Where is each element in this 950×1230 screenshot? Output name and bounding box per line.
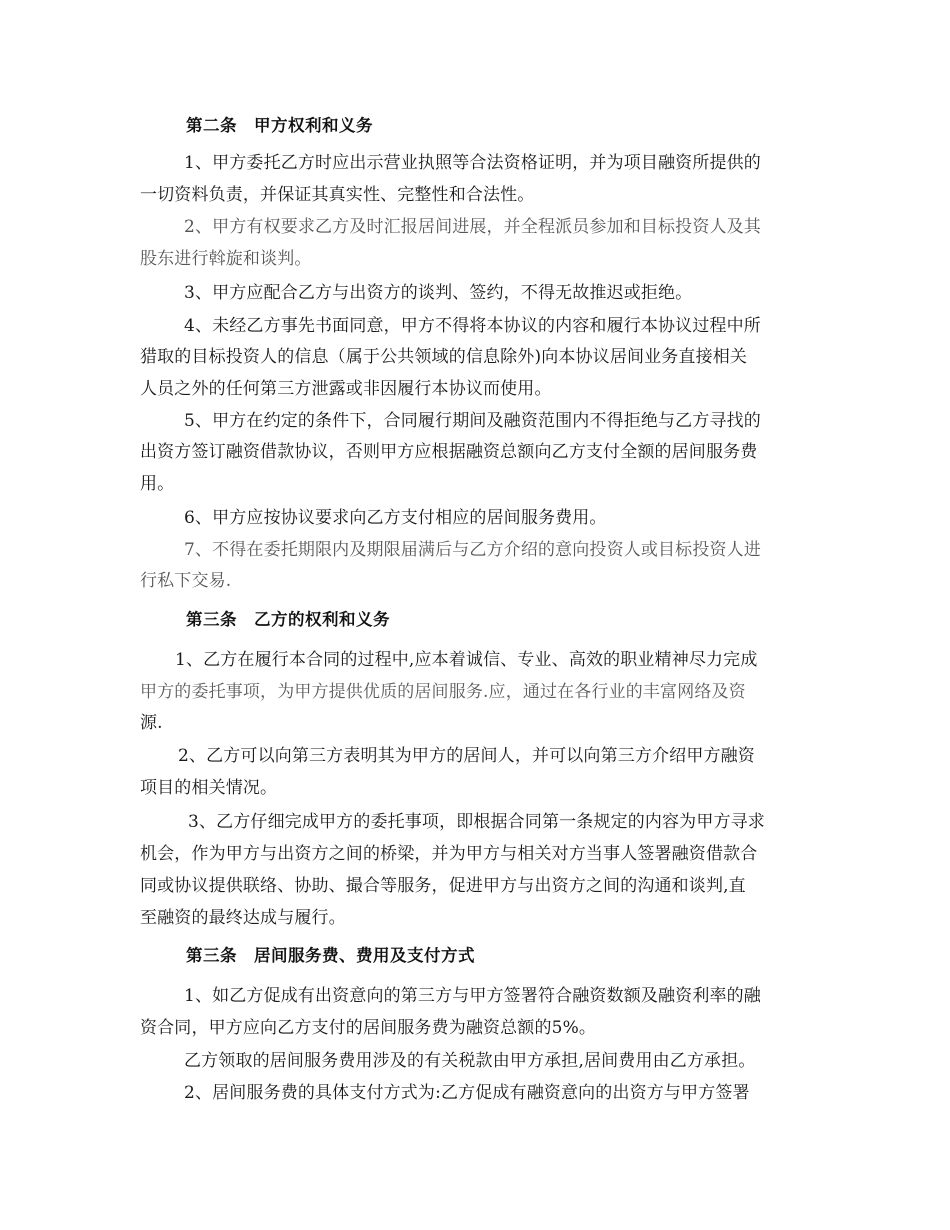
paragraph-line: 1、如乙方促成有出资意向的第三方与甲方签署符合融资数额及融资利率的融 [184, 986, 761, 1006]
paragraph-line: 出资方签订融资借款协议，否则甲方应根据融资总额向乙方支付全额的居间服务费 [140, 442, 758, 462]
paragraph-line: 1、乙方在履行本合同的过程中,应本着诚信、专业、高效的职业精神尽力完成 [175, 650, 758, 670]
paragraph-line: 3、乙方仔细完成甲方的委托事项，即根据合同第一条规定的内容为甲方寻求 [188, 812, 765, 832]
paragraph-line: 机会，作为甲方与出资方之间的桥梁，并为甲方与相关对方当事人签署融资借款合 [140, 844, 758, 864]
section-heading-3b: 第三条 居间服务费、费用及支付方式 [186, 946, 475, 965]
paragraph-line: 项目的相关情况。 [140, 778, 278, 798]
paragraph-line: 6、甲方应按协议要求向乙方支付相应的居间服务费用。 [184, 508, 607, 528]
paragraph-line: 用。 [140, 474, 175, 494]
paragraph-line: 2、乙方可以向第三方表明其为甲方的居间人，并可以向第三方介绍甲方融资 [178, 746, 755, 766]
paragraph-line: 5、甲方在约定的条件下，合同履行期间及融资范围内不得拒绝与乙方寻找的 [184, 411, 761, 431]
paragraph-line: 一切资料负责，并保证其真实性、完整性和合法性。 [140, 185, 535, 205]
paragraph-line: 猎取的目标投资人的信息（属于公共领域的信息除外)向本协议居间业务直接相关 [140, 347, 748, 367]
paragraph-line: 4、未经乙方事先书面同意，甲方不得将本协议的内容和履行本协议过程中所 [184, 316, 761, 336]
paragraph-line: 乙方领取的居间服务费用涉及的有关税款由甲方承担,居间费用由乙方承担。 [184, 1051, 756, 1071]
paragraph-line: 1、甲方委托乙方时应出示营业执照等合法资格证明，并为项目融资所提供的 [184, 153, 761, 173]
paragraph-line: 人员之外的任何第三方泄露或非因履行本协议而使用。 [140, 379, 552, 399]
paragraph-line: 7、不得在委托期限内及期限届满后与乙方介绍的意向投资人或目标投资人进 [184, 540, 761, 560]
section-heading-3: 第三条 乙方的权利和义务 [186, 610, 390, 629]
paragraph-line: 源. [140, 713, 163, 733]
paragraph-line: 2、甲方有权要求乙方及时汇报居间进展，并全程派员参加和目标投资人及其 [184, 217, 761, 237]
paragraph-line: 资合同，甲方应向乙方支付的居间服务费为融资总额的5%。 [140, 1018, 597, 1038]
paragraph-line: 2、居间服务费的具体支付方式为:乙方促成有融资意向的出资方与甲方签署 [184, 1083, 750, 1103]
paragraph-line: 股东进行斡旋和谈判。 [140, 249, 312, 269]
section-heading-2: 第二条 甲方权利和义务 [186, 116, 373, 135]
paragraph-line: 行私下交易. [140, 571, 232, 591]
paragraph-line: 甲方的委托事项，为甲方提供优质的居间服务.应，通过在各行业的丰富网络及资 [140, 682, 746, 702]
paragraph-line: 同或协议提供联络、协助、撮合等服务，促进甲方与出资方之间的沟通和谈判,直 [140, 876, 746, 896]
paragraph-line: 至融资的最终达成与履行。 [140, 908, 346, 928]
paragraph-line: 3、甲方应配合乙方与出资方的谈判、签约，不得无故推迟或拒绝。 [184, 283, 693, 303]
